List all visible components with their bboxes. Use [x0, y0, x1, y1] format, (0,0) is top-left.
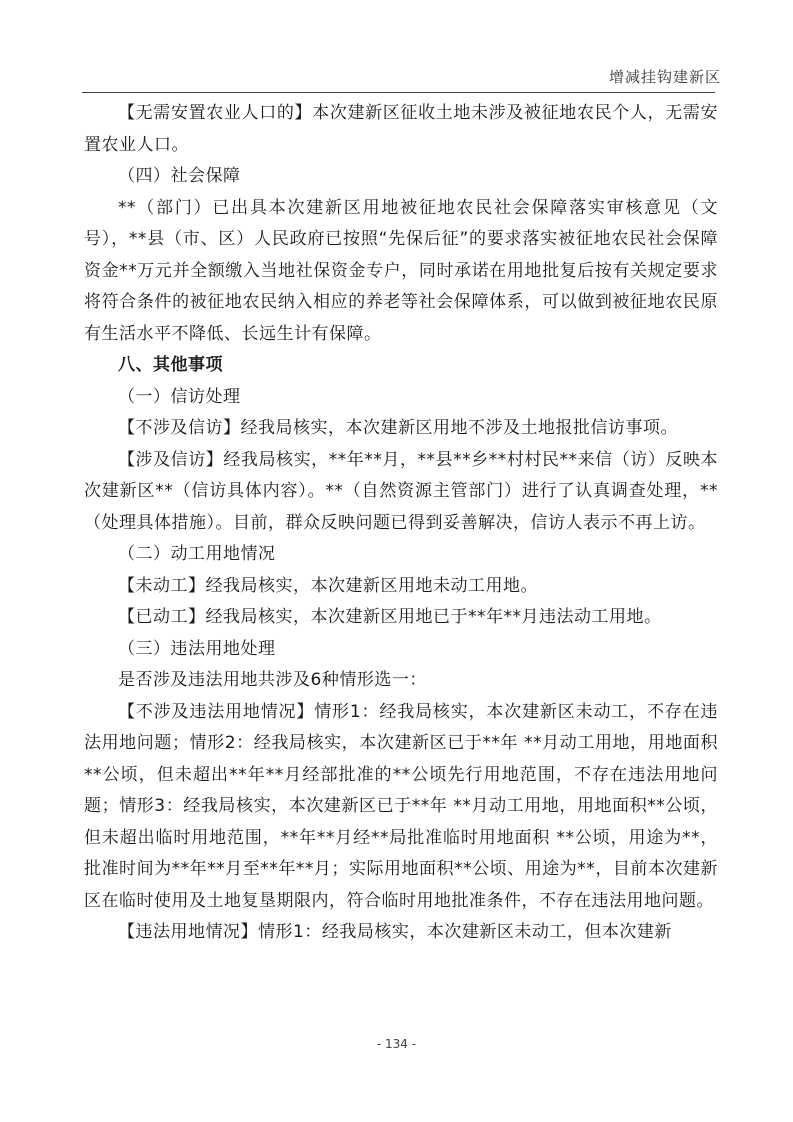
paragraph-not-started: 【未动工】经我局核实，本次建新区用地未动工用地。	[118, 575, 538, 596]
paragraph-illegal-use: 【违法用地情况】情形1：经我局核实，本次建新区未动工，但本次建新	[118, 922, 672, 942]
subheading-social-security: （四）社会保障	[118, 166, 241, 186]
header-divider	[82, 92, 715, 93]
running-header: 增减挂钩建新区	[608, 68, 721, 86]
subheading-construction-status: （二）动工用地情况	[118, 544, 276, 564]
paragraph-six-cases: 是否涉及违法用地共涉及6种情形选一：	[118, 670, 427, 690]
section-heading-other-matters: 八、其他事项	[118, 355, 223, 375]
paragraph-no-resettlement: 【无需安置农业人口的】本次建新区征收土地未涉及被征地农民个人，无需安置农业人口。	[84, 103, 718, 155]
document-body	[84, 98, 718, 949]
subheading-petitions: （一）信访处理	[118, 386, 241, 407]
paragraph-started: 【已动工】经我局核实，本次建新区用地已于**年**月违法动工用地。	[118, 607, 662, 627]
paragraph-no-petition: 【不涉及信访】经我局核实，本次建新区用地不涉及土地报批信访事项。	[118, 418, 678, 438]
page-number: - 134 -	[376, 1037, 417, 1051]
paragraph-with-petition: 【涉及信访】经我局核实，**年**月，**县**乡**村村民**来信（访）反映本次建新区**（信访具体内容）。**（自然资源主管部门）进行了认真调查处理，**（处理具体措施）。目前，群众反映问题已得到妥善解决，信访人表示不再上访。	[84, 449, 718, 533]
subheading-illegal-land-use: （三）违法用地处理	[118, 638, 276, 659]
paragraph-social-security: **（部门）已出具本次建新区用地被征地农民社会保障落实审核意见（文号），**县（市、区）人民政府已按照“先保后征”的要求落实被征地农民社会保障资金**万元并全额缴入当地社保资金专户，同时承诺在用地批复后按有关规定要求将符合条件的被征地农民纳入相应的养老等社会保障体系，可以做到被征地农民原有生活水平不降低、长远生计有保障。	[84, 197, 718, 344]
paragraph-no-illegal-use: 【不涉及违法用地情况】情形1：经我局核实，本次建新区未动工，不存在违法用地问题；情形2：经我局核实，本次建新区已于**年 **月动工用地，用地面积**公顷，但未超出**年**月经部批准的**公顷先行用地范围，不存在违法用地问题；情形3：经我局核实，本次建新区已于**年 **月动工用地，用地面积**公顷，但未超出临时用地范围，**年**月经**局批准临时用地面积 **公顷，用途为**，批准时间为**年**月至**年**月；实际用地面积**公顷、用途为**，目前本次建新区在临时使用及土地复垦期限内，符合临时用地批准条件，不存在违法用地问题。	[84, 701, 718, 911]
